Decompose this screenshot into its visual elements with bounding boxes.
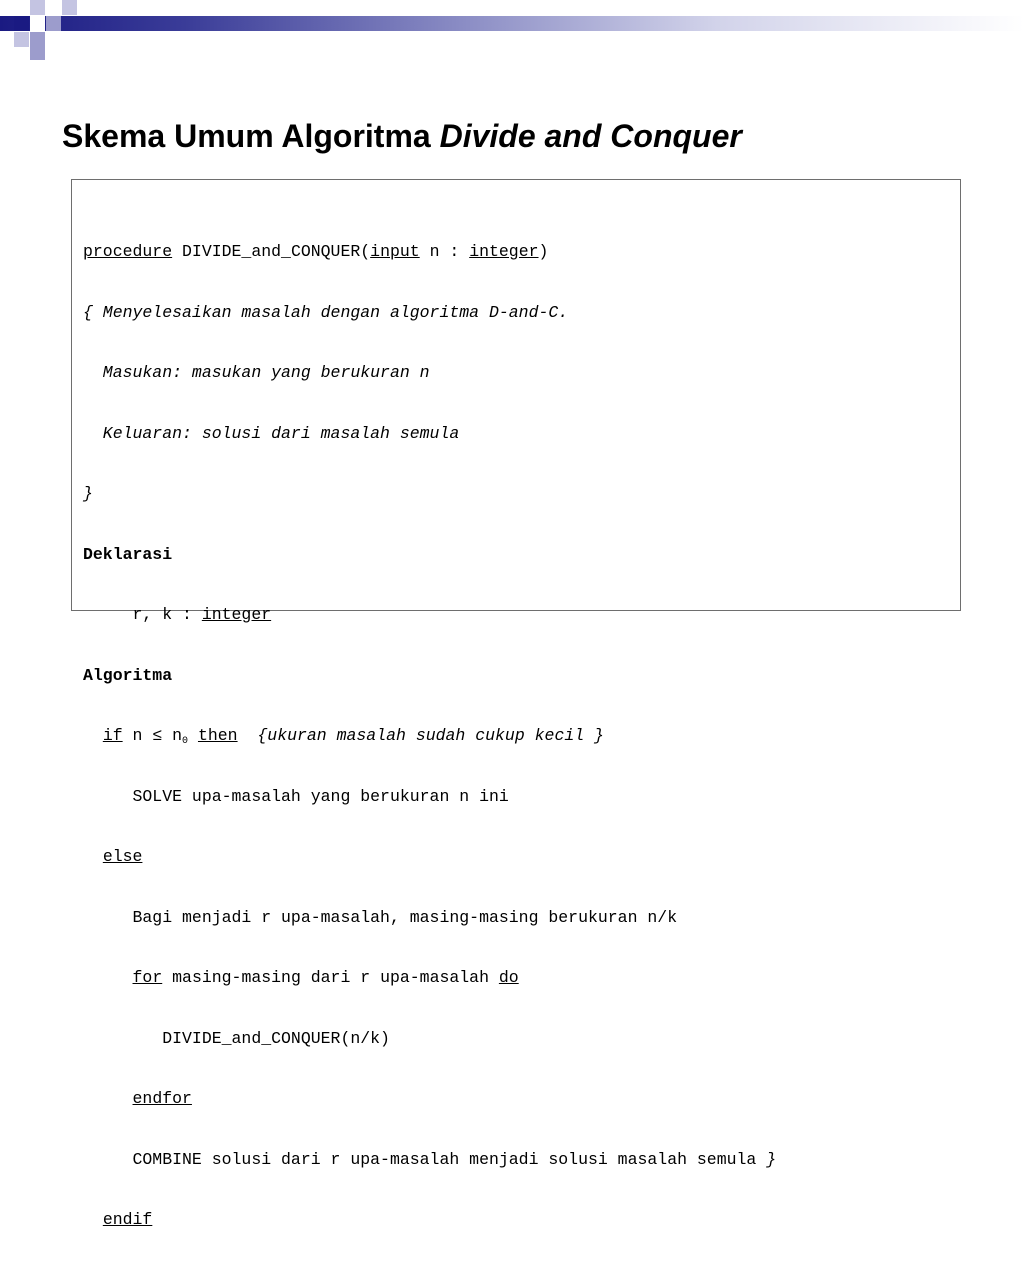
code-line: DIVIDE_and_CONQUER(n/k) xyxy=(83,1028,390,1048)
header-square-mid xyxy=(30,32,45,47)
code-text: n : xyxy=(419,242,470,261)
code-line xyxy=(83,604,776,627)
code-comment-line: Masukan: masukan yang berukuran n xyxy=(83,363,430,382)
code-line: Bagi menjadi r upa-masalah, masing-masing berukuran n/k xyxy=(83,907,678,927)
keyword: integer xyxy=(201,605,272,624)
keyword: if xyxy=(102,726,123,745)
header-square-mid xyxy=(30,46,45,60)
slide-title-italic: Divide and Conquer xyxy=(439,118,742,154)
section-heading-deklarasi: Deklarasi xyxy=(83,544,173,564)
keyword: else xyxy=(102,847,143,866)
keyword: then xyxy=(197,726,238,745)
code-comment-line: } xyxy=(83,484,93,503)
code-text: n ≤ n xyxy=(122,726,183,745)
keyword: input xyxy=(370,242,420,261)
code-line xyxy=(83,1088,776,1111)
keyword: procedure xyxy=(83,242,173,261)
code-text: masing-masing dari r upa-masalah xyxy=(162,968,499,987)
code-text: ) xyxy=(538,242,549,261)
code-comment-line: { Menyelesaikan masalah dengan algoritma D-and-C. xyxy=(83,302,569,322)
slide-title-plain: Skema Umum Algoritma xyxy=(62,118,440,154)
slide-title xyxy=(62,118,742,155)
code-comment: {ukuran masalah sudah cukup kecil } xyxy=(257,726,604,745)
code-text: DIVIDE_and_CONQUER( xyxy=(172,242,371,261)
keyword: for xyxy=(132,968,163,987)
code-text: COMBINE solusi dari r upa-masalah menjadi solusi masalah semula xyxy=(83,1149,767,1169)
code-comment: } xyxy=(766,1149,777,1169)
code-line xyxy=(83,1209,776,1232)
code-line xyxy=(83,725,776,748)
header-square-light xyxy=(30,0,45,15)
code-comment-line: Keluaran: solusi dari masalah semula xyxy=(83,423,460,443)
code-line xyxy=(83,846,776,869)
keyword: endif xyxy=(102,1210,153,1229)
code-line: SOLVE upa-masalah yang berukuran n ini xyxy=(83,786,509,806)
section-heading-algoritma: Algoritma xyxy=(83,665,173,685)
subscript: 0 xyxy=(182,736,189,747)
pseudocode-listing xyxy=(83,203,776,1270)
code-line xyxy=(83,1149,776,1172)
header-square-light xyxy=(62,0,77,15)
keyword: integer xyxy=(469,242,539,261)
keyword: endfor xyxy=(132,1089,192,1108)
keyword: do xyxy=(498,968,519,987)
code-line xyxy=(83,241,776,264)
header-square-light xyxy=(14,32,29,47)
pseudocode-box xyxy=(71,179,961,1229)
code-text: r, k : xyxy=(83,605,202,624)
header-square-white xyxy=(30,16,45,31)
header-square-mid xyxy=(46,16,61,31)
header-gradient-bar xyxy=(0,16,1024,31)
header-square-dark xyxy=(14,16,29,31)
code-line xyxy=(83,967,776,990)
